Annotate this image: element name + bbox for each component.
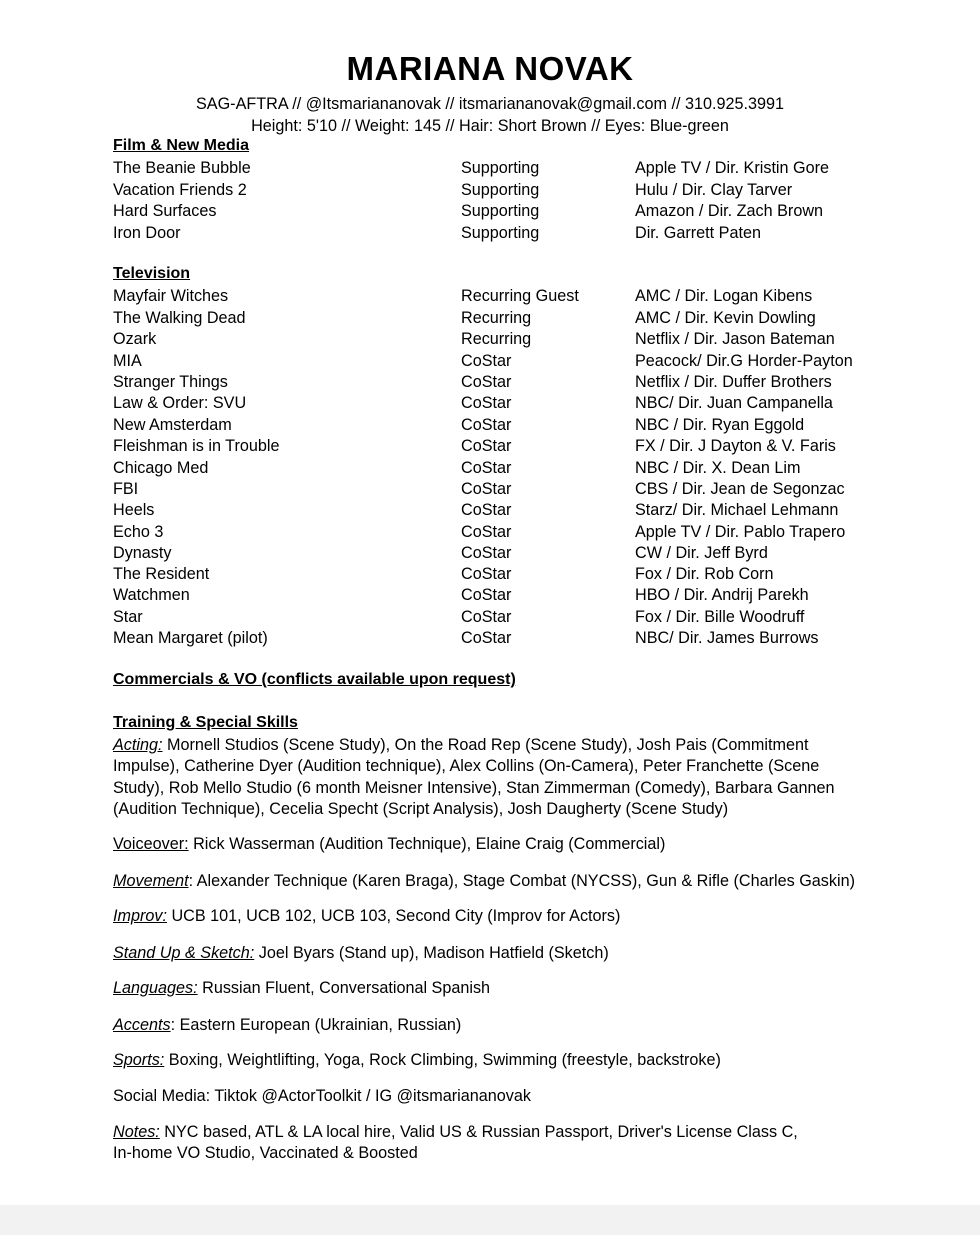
- credit-network: NBC/ Dir. James Burrows: [635, 629, 819, 647]
- credit-title: Star: [113, 608, 143, 626]
- acting-text: Mornell Studios (Scene Study), On the Road Rep (Scene Study), Josh Pais (Commitment Impulse), Catherine Dyer (Audition technique), Alex Collins (On-Camera), Peter Franchette (Scene Study), Rob Mello Studio (6 month Meisner Intensive), Stan Zimmerman (Comedy), Barbara Gannen (Audition Technique), Cecelia Specht (Script Analysis), Josh Daugherty (Scene Study): [113, 736, 835, 819]
- credit-title: Vacation Friends 2: [113, 181, 247, 199]
- credit-role: Supporting: [461, 202, 540, 220]
- improv-text: UCB 101, UCB 102, UCB 103, Second City (Improv for Actors): [166, 907, 621, 925]
- credit-network: Fox / Dir. Bille Woodruff: [635, 608, 805, 626]
- notes-label: Notes:: [113, 1123, 160, 1141]
- credit-network: Peacock/ Dir.G Horder-Payton: [635, 352, 853, 370]
- credit-title: Law & Order: SVU: [113, 394, 247, 412]
- languages-label: Languages:: [113, 979, 198, 997]
- standup-text: Joel Byars (Stand up), Madison Hatfield (Sketch): [254, 944, 609, 962]
- credit-role: Recurring: [461, 330, 532, 348]
- credit-network: Amazon / Dir. Zach Brown: [635, 202, 824, 220]
- commercials-heading: Commercials & VO (conflicts available upon request): [113, 671, 516, 688]
- credit-role: Supporting: [461, 159, 540, 177]
- credit-network: Netflix / Dir. Jason Bateman: [635, 330, 835, 348]
- notes-line-2: In-home VO Studio, Vaccinated & Boosted: [113, 1144, 418, 1163]
- credit-network: NBC/ Dir. Juan Campanella: [635, 394, 833, 412]
- credit-network: CW / Dir. Jeff Byrd: [635, 544, 768, 562]
- accents-text: : Eastern European (Ukrainian, Russian): [170, 1016, 462, 1034]
- credit-role: CoStar: [461, 523, 512, 541]
- credit-title: Mean Margaret (pilot): [113, 629, 268, 647]
- social-media-line: Social Media: Tiktok @ActorToolkit / IG @itsmariananovak: [113, 1087, 531, 1105]
- credit-network: NBC / Dir. Ryan Eggold: [635, 416, 805, 434]
- acting-label: Acting:: [113, 736, 163, 754]
- voiceover-training: [113, 834, 873, 855]
- sports-skill: [113, 1050, 873, 1071]
- credit-network: Hulu / Dir. Clay Tarver: [635, 181, 793, 199]
- credit-network: Apple TV / Dir. Pablo Trapero: [635, 523, 846, 541]
- film-heading: Film & New Media: [113, 137, 250, 154]
- credit-network: Fox / Dir. Rob Corn: [635, 565, 774, 583]
- credit-title: Hard Surfaces: [113, 202, 217, 220]
- movement-label: Movement: [113, 872, 189, 890]
- credit-network: Dir. Garrett Paten: [635, 224, 761, 242]
- credit-role: CoStar: [461, 629, 512, 647]
- voiceover-label: Voiceover:: [113, 835, 189, 853]
- accents-skill: [113, 1015, 873, 1036]
- credit-network: FX / Dir. J Dayton & V. Faris: [635, 437, 836, 455]
- credit-network: AMC / Dir. Logan Kibens: [635, 287, 813, 305]
- sports-label: Sports:: [113, 1051, 165, 1069]
- credit-network: HBO / Dir. Andrij Parekh: [635, 586, 809, 604]
- stats-line: Height: 5'10 // Weight: 145 // Hair: Short Brown // Eyes: Blue-green: [251, 117, 729, 135]
- sports-text: Boxing, Weightlifting, Yoga, Rock Climbing, Swimming (freestyle, backstroke): [164, 1051, 721, 1069]
- credit-network: AMC / Dir. Kevin Dowling: [635, 309, 816, 327]
- credit-role: CoStar: [461, 373, 512, 391]
- improv-training: [113, 906, 873, 927]
- credit-title: Heels: [113, 501, 155, 519]
- credit-title: Dynasty: [113, 544, 172, 562]
- credit-title: The Walking Dead: [113, 309, 246, 327]
- credit-network: CBS / Dir. Jean de Segonzac: [635, 480, 845, 498]
- acting-training: [113, 735, 873, 821]
- credit-role: CoStar: [461, 437, 512, 455]
- television-heading: Television: [113, 265, 191, 282]
- credit-role: CoStar: [461, 459, 512, 477]
- movement-text: : Alexander Technique (Karen Braga), Stage Combat (NYCSS), Gun & Rifle (Charles Gaskin): [188, 872, 855, 890]
- credit-title: MIA: [113, 352, 142, 370]
- credit-role: CoStar: [461, 501, 512, 519]
- credit-title: FBI: [113, 480, 139, 498]
- movement-training: [113, 871, 913, 892]
- voiceover-text: Rick Wasserman (Audition Technique), Elaine Craig (Commercial): [188, 835, 666, 853]
- credit-role: Recurring: [461, 309, 532, 327]
- credit-title: The Resident: [113, 565, 210, 583]
- credit-title: The Beanie Bubble: [113, 159, 251, 177]
- credit-role: CoStar: [461, 565, 512, 583]
- credit-network: Apple TV / Dir. Kristin Gore: [635, 159, 830, 177]
- standup-label: Stand Up & Sketch:: [113, 944, 255, 962]
- credit-network: Netflix / Dir. Duffer Brothers: [635, 373, 832, 391]
- actor-name: MARIANA NOVAK: [346, 50, 634, 87]
- notes: [113, 1122, 913, 1165]
- standup-training: [113, 943, 873, 964]
- contact-line: SAG-AFTRA // @Itsmariananovak // itsmariananovak@gmail.com // 310.925.3991: [196, 95, 784, 113]
- credit-network: NBC / Dir. X. Dean Lim: [635, 459, 801, 477]
- credit-title: Mayfair Witches: [113, 287, 229, 305]
- credit-role: CoStar: [461, 608, 512, 626]
- credit-title: New Amsterdam: [113, 416, 232, 434]
- credit-title: Fleishman is in Trouble: [113, 437, 280, 455]
- credit-title: Echo 3: [113, 523, 164, 541]
- improv-label: Improv:: [113, 907, 167, 925]
- credit-role: Supporting: [461, 181, 540, 199]
- credit-title: Ozark: [113, 330, 157, 348]
- credit-role: CoStar: [461, 394, 512, 412]
- credit-network: Starz/ Dir. Michael Lehmann: [635, 501, 839, 519]
- notes-text-1: NYC based, ATL & LA local hire, Valid US & Russian Passport, Driver's License Class C,: [159, 1123, 798, 1141]
- training-heading: Training & Special Skills: [113, 714, 298, 731]
- credit-role: CoStar: [461, 352, 512, 370]
- credit-role: Recurring Guest: [461, 287, 579, 305]
- accents-label: Accents: [113, 1016, 171, 1034]
- credit-role: CoStar: [461, 480, 512, 498]
- credit-title: Iron Door: [113, 224, 181, 242]
- credit-role: CoStar: [461, 544, 512, 562]
- languages-skill: [113, 978, 873, 999]
- credit-role: CoStar: [461, 586, 512, 604]
- languages-text: Russian Fluent, Conversational Spanish: [197, 979, 491, 997]
- credit-title: Stranger Things: [113, 373, 228, 391]
- credit-role: Supporting: [461, 224, 540, 242]
- page-bottom-strip: [0, 1205, 980, 1235]
- credit-title: Chicago Med: [113, 459, 209, 477]
- credit-role: CoStar: [461, 416, 512, 434]
- notes-line-1: [113, 1122, 913, 1143]
- credit-title: Watchmen: [113, 586, 190, 604]
